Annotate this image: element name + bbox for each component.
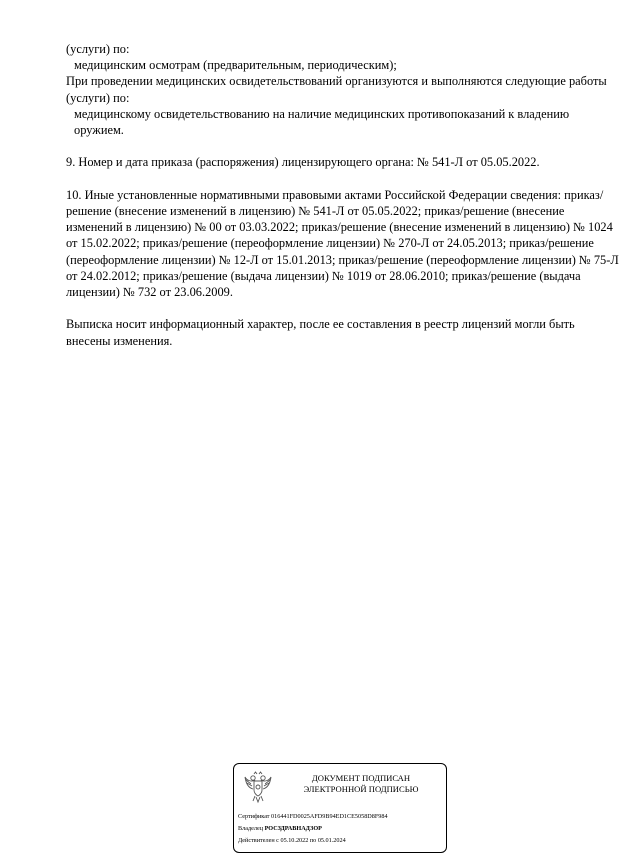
electronic-signature-stamp <box>233 763 447 853</box>
certificate-value: 016441FD0025AFD9B94ED1CE5058D8F984 <box>271 813 388 820</box>
order-number-paragraph: 9. Номер и дата приказа (распоряжения) лицензирующего органа: № 541-Л от 05.05.2022. <box>66 155 540 170</box>
owner-row <box>238 825 322 833</box>
text-line: (услуги) по: <box>66 42 130 56</box>
certificate-label: Сертификат <box>238 813 270 820</box>
double-headed-eagle-emblem-icon <box>244 770 272 804</box>
text-line: медицинским осмотрам (предварительным, периодическим); <box>74 58 397 73</box>
owner-value: РОСЗДРАВНАДЗОР <box>264 825 322 832</box>
text-line: При проведении медицинских освидетельствований организуются и выполняются следующие работы (услуги) по: <box>66 74 607 105</box>
text-line: медицинскому освидетельствованию на наличие медицинских противопоказаний к владению оружием. <box>74 106 570 138</box>
validity-row: Действителен с 05.10.2022 по 05.01.2024 <box>238 837 346 844</box>
stamp-heading <box>280 773 442 795</box>
stamp-title-line-1: ДОКУМЕНТ ПОДПИСАН <box>311 773 411 783</box>
stamp-title-line-2: ЭЛЕКТРОННОЙ ПОДПИСЬЮ <box>303 784 419 794</box>
document-body <box>66 41 622 349</box>
other-info-paragraph: 10. Иные установленные нормативными правовыми актами Российской Федерации сведения: приказ/решение (внесение изменений в лицензию) № 541-Л от 05.05.2022; приказ/решение (внесение изменений в лицензию) № 00 от 03.03.2022; приказ/решение (внесение изменений в лицензию) № 1024 от 15.02.2022; приказ/решение (переоформление лицензии) № 270-Л от 24.05.2013; приказ/решение (переоформление лицензии) № 12-Л от 15.01.2013; приказ/решение (переоформление лицензии) № 75-Л от 24.02.2012; приказ/решение (выдача лицензии) № 1019 от 28.06.2010; приказ/решение (выдача лицензии) № 732 от 23.06.2009. <box>66 187 619 300</box>
certificate-row <box>238 813 388 821</box>
owner-label: Владелец <box>238 825 264 832</box>
disclaimer-paragraph: Выписка носит информационный характер, после ее составления в реестр лицензий могли быть внесены изменения. <box>66 317 575 348</box>
